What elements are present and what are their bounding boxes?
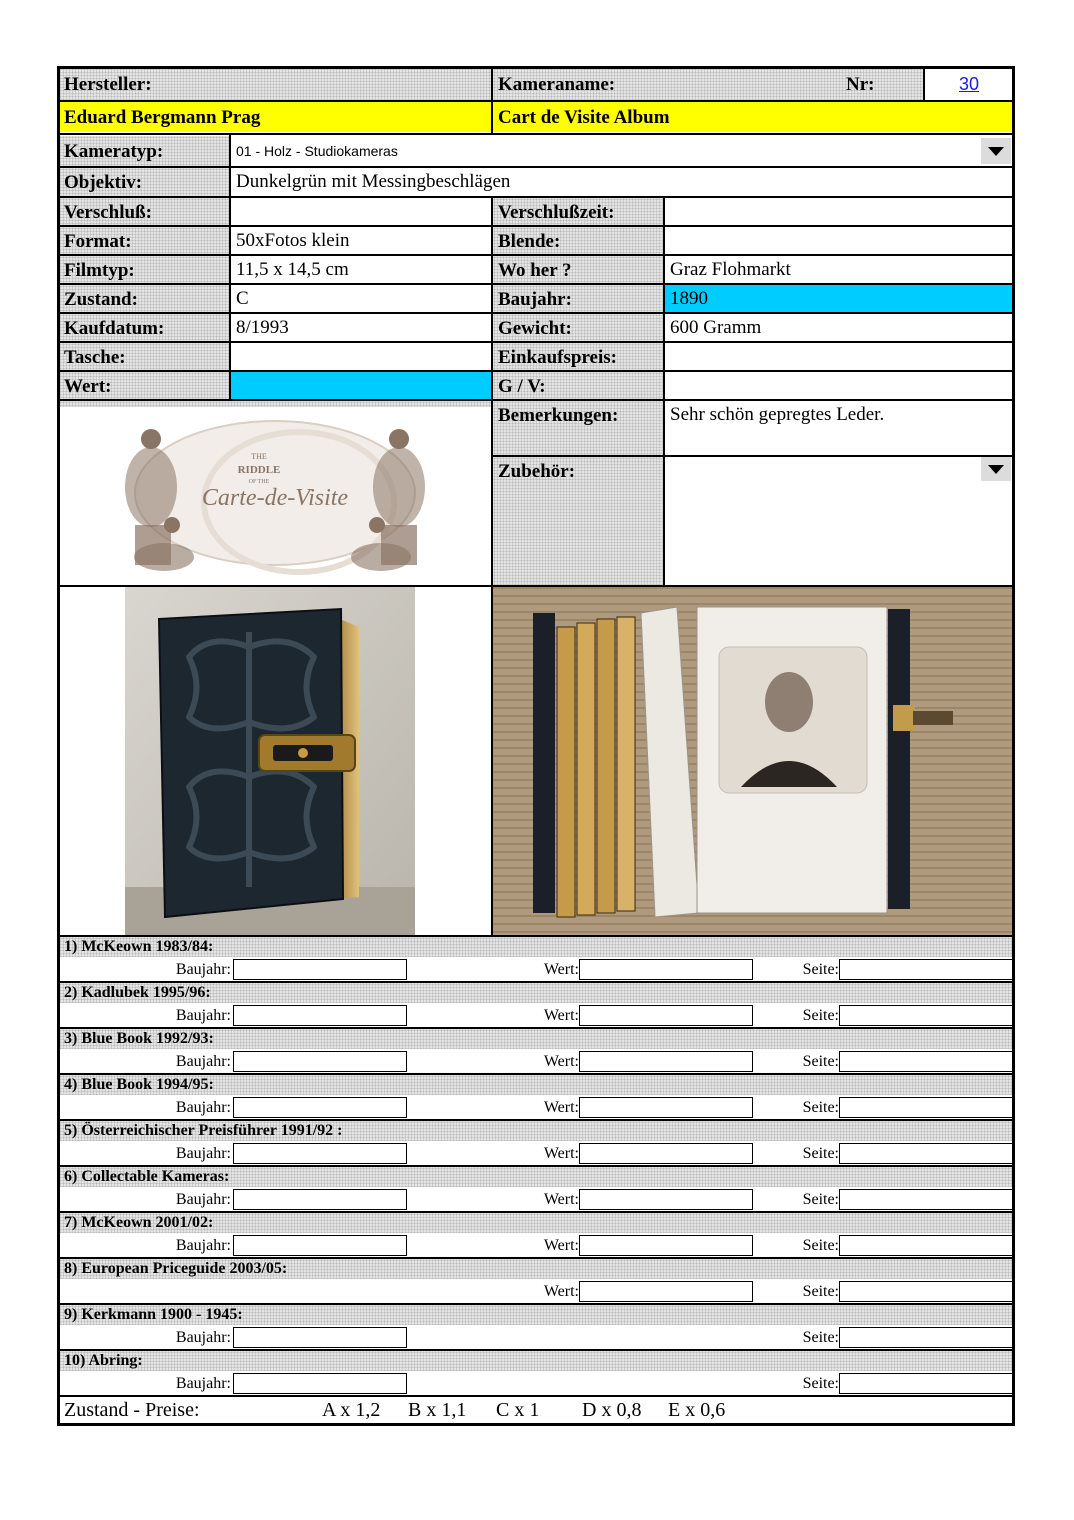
seite-input[interactable]	[839, 1327, 1013, 1348]
reference-title: 1) McKeown 1983/84:	[59, 937, 1013, 957]
baujahr-label: Baujahr:	[175, 960, 231, 978]
seite-label: Seite:	[802, 960, 839, 978]
hersteller-label: Hersteller:	[59, 68, 491, 100]
zustand-value: C	[236, 288, 249, 309]
baujahr-input[interactable]	[233, 959, 407, 980]
bemerkungen-label-cell	[493, 401, 665, 455]
filmtyp-label: Filmtyp:	[59, 256, 231, 284]
wert-label: Wert:	[543, 1144, 579, 1162]
grid-line	[57, 1303, 1015, 1305]
seite-label: Seite:	[802, 1006, 839, 1024]
wert-input[interactable]	[579, 1005, 753, 1026]
wert-value	[231, 372, 491, 400]
wert-input[interactable]	[579, 1235, 753, 1256]
border-bottom	[57, 1423, 1015, 1426]
logo-line1: THE	[251, 452, 267, 461]
zubehoer-label-cell	[493, 457, 665, 585]
album-closed-photo	[59, 587, 491, 935]
reference-row	[59, 983, 1013, 1027]
tasche-label: Tasche:	[59, 343, 231, 371]
reference-subrow	[59, 1280, 1013, 1303]
grid-line	[57, 133, 1015, 135]
reference-title: 9) Kerkmann 1900 - 1945:	[59, 1305, 1013, 1325]
baujahr-label: Baujahr:	[175, 1006, 231, 1024]
reference-title: 2) Kadlubek 1995/96:	[59, 983, 1013, 1003]
reference-title: 7) McKeown 2001/02:	[59, 1213, 1013, 1233]
reference-row	[59, 1167, 1013, 1211]
blende-value	[665, 227, 1013, 255]
baujahr-input[interactable]	[233, 1327, 407, 1348]
seite-input[interactable]	[839, 1097, 1013, 1118]
carte-de-visite-logo	[59, 407, 491, 585]
grid-line	[57, 585, 1015, 587]
album-open-photo	[493, 587, 1013, 935]
baujahr-label: Baujahr:	[175, 1374, 231, 1392]
reference-subrow	[59, 1188, 1013, 1211]
reference-row	[59, 1259, 1013, 1303]
wert-label: Wert:	[543, 1236, 579, 1254]
baujahr-input[interactable]	[233, 1189, 407, 1210]
grid-line	[57, 225, 1015, 227]
grid-line	[491, 455, 1015, 457]
zubehoer-label: Zubehör:	[498, 460, 576, 482]
nr-label: Nr:	[846, 73, 875, 95]
seite-input[interactable]	[839, 1005, 1013, 1026]
reference-title: 10) Abring:	[59, 1351, 1013, 1371]
gv-value	[665, 372, 1013, 400]
zustand-label: Zustand:	[59, 285, 231, 313]
seite-label: Seite:	[802, 1144, 839, 1162]
wert-input[interactable]	[579, 1281, 753, 1302]
seite-label: Seite:	[802, 1052, 839, 1070]
seite-input[interactable]	[839, 1281, 1013, 1302]
reference-title: 6) Collectable Kameras:	[59, 1167, 1013, 1187]
seite-label: Seite:	[802, 1236, 839, 1254]
grid-line	[57, 312, 1015, 314]
footer-price-c: C x 1	[496, 1398, 540, 1421]
objektiv-value: Dunkelgrün mit Messingbeschlägen	[236, 171, 511, 192]
kameratyp-select[interactable]: 01 - Holz - Studiokameras	[236, 143, 398, 159]
reference-title: 3) Blue Book 1992/93:	[59, 1029, 1013, 1049]
baujahr-input[interactable]	[233, 1373, 407, 1394]
gv-label: G / V:	[493, 372, 665, 400]
woher-value: Graz Flohmarkt	[670, 259, 791, 280]
woher-label: Wo her ?	[493, 256, 665, 284]
reference-row	[59, 1029, 1013, 1073]
zubehoer-dropdown-button[interactable]	[981, 457, 1011, 481]
tasche-value	[231, 343, 491, 371]
reference-subrow	[59, 1050, 1013, 1073]
grid-line	[229, 133, 231, 400]
bemerkungen-value-cell	[665, 401, 1013, 455]
reference-subrow	[59, 1234, 1013, 1257]
grid-line	[57, 1165, 1015, 1167]
grid-line	[57, 166, 1015, 168]
footer-price-a: A x 1,2	[322, 1398, 381, 1421]
grid-line	[57, 399, 1015, 401]
reference-subrow	[59, 1096, 1013, 1119]
objektiv-label: Objektiv:	[59, 168, 231, 196]
baujahr-input[interactable]	[233, 1097, 407, 1118]
blende-label: Blende:	[493, 227, 665, 255]
footer-label: Zustand - Preise:	[64, 1398, 200, 1421]
verschlusszeit-label: Verschlußzeit:	[493, 198, 665, 226]
zubehoer-select[interactable]	[665, 457, 1013, 585]
grid-line	[923, 66, 925, 100]
reference-row	[59, 1305, 1013, 1349]
reference-title: 8) European Priceguide 2003/05:	[59, 1259, 1013, 1279]
logo-graphic	[59, 407, 491, 585]
baujahr-label: Baujahr:	[175, 1236, 231, 1254]
baujahr-input[interactable]	[233, 1235, 407, 1256]
grid-line	[57, 283, 1015, 285]
wert-input[interactable]	[579, 1189, 753, 1210]
reference-row	[59, 1213, 1013, 1257]
seite-input[interactable]	[839, 1235, 1013, 1256]
grid-line	[57, 1395, 1015, 1397]
reference-row	[59, 1351, 1013, 1395]
verschluss-label: Verschluß:	[59, 198, 231, 226]
seite-input[interactable]	[839, 1189, 1013, 1210]
wert-label: Wert:	[543, 1282, 579, 1300]
grid-line	[57, 254, 1015, 256]
baujahr-input[interactable]	[233, 1005, 407, 1026]
einkaufspreis-label: Einkaufspreis:	[493, 343, 665, 371]
verschlusszeit-value	[665, 198, 1013, 226]
wert-label: Wert:	[543, 1190, 579, 1208]
chevron-down-icon	[988, 147, 1004, 156]
reference-row	[59, 1075, 1013, 1119]
seite-input[interactable]	[839, 1373, 1013, 1394]
reference-title: 4) Blue Book 1994/95:	[59, 1075, 1013, 1095]
wert-input[interactable]	[579, 1097, 753, 1118]
wert-input[interactable]	[579, 959, 753, 980]
grid-line	[57, 100, 1015, 102]
footer-price-b: B x 1,1	[408, 1398, 467, 1421]
reference-subrow	[59, 1004, 1013, 1027]
logo-line2: RIDDLE	[237, 464, 281, 476]
reference-subrow	[59, 1326, 1013, 1349]
baujahr-input[interactable]	[233, 1143, 407, 1164]
verschluss-value	[231, 198, 491, 226]
reference-subrow	[59, 958, 1013, 981]
wert-label: Wert:	[543, 1098, 579, 1116]
logo-line4: Carte-de-Visite	[201, 485, 349, 511]
photo-left-frame	[59, 587, 491, 935]
baujahr-label: Baujahr:	[175, 1144, 231, 1162]
kameratyp-label: Kameratyp:	[59, 136, 231, 166]
chevron-down-icon	[988, 465, 1004, 474]
nr-cell	[925, 68, 1013, 100]
wert-input[interactable]	[579, 1051, 753, 1072]
grid-line	[491, 66, 493, 133]
reference-row	[59, 1121, 1013, 1165]
grid-line	[57, 1027, 1015, 1029]
wert-label: Wert:	[59, 372, 231, 400]
grid-line	[57, 341, 1015, 343]
seite-label: Seite:	[802, 1282, 839, 1300]
grid-line	[57, 935, 1015, 937]
kameraname-value: Cart de Visite Album	[493, 102, 1013, 132]
grid-line	[57, 370, 1015, 372]
gewicht-label: Gewicht:	[493, 314, 665, 342]
hersteller-value: Eduard Bergmann Prag	[59, 102, 491, 132]
border-top	[57, 66, 1015, 69]
format-label: Format:	[59, 227, 231, 255]
grid-line	[57, 1119, 1015, 1121]
photo-right-frame	[493, 587, 1013, 935]
baujahr-value: 1890	[665, 285, 1013, 313]
einkaufspreis-value	[665, 343, 1013, 371]
footer-price-d: D x 0,8	[582, 1398, 642, 1421]
seite-label: Seite:	[802, 1098, 839, 1116]
seite-input[interactable]	[839, 959, 1013, 980]
grid-line	[57, 1257, 1015, 1259]
reference-subrow	[59, 1372, 1013, 1395]
grid-line	[57, 1349, 1015, 1351]
baujahr-label: Baujahr:	[175, 1052, 231, 1070]
grid-line	[57, 196, 1015, 198]
kaufdatum-value: 8/1993	[236, 317, 289, 338]
wert-label: Wert:	[543, 1006, 579, 1024]
filmtyp-value: 11,5 x 14,5 cm	[236, 259, 349, 280]
grid-line	[663, 196, 665, 585]
bemerkungen-value: Sehr schön gepregtes Leder.	[670, 404, 885, 425]
footer-price-e: E x 0,6	[668, 1398, 726, 1421]
wert-label: Wert:	[543, 960, 579, 978]
seite-label: Seite:	[802, 1374, 839, 1392]
baujahr-input[interactable]	[233, 1051, 407, 1072]
grid-line	[57, 981, 1015, 983]
border-right	[1012, 66, 1015, 1426]
kameratyp-dropdown-button[interactable]	[981, 138, 1011, 164]
format-value: 50xFotos klein	[236, 230, 350, 251]
seite-label: Seite:	[802, 1190, 839, 1208]
seite-input[interactable]	[839, 1051, 1013, 1072]
reference-title: 5) Österreichischer Preisführer 1991/92 :	[59, 1121, 1013, 1141]
gewicht-value: 600 Gramm	[670, 317, 762, 338]
footer-row	[59, 1396, 1013, 1424]
baujahr-label: Baujahr:	[175, 1098, 231, 1116]
logo-line3: OF THE	[248, 479, 270, 485]
wert-input[interactable]	[579, 1143, 753, 1164]
reference-row	[59, 937, 1013, 981]
seite-input[interactable]	[839, 1143, 1013, 1164]
border-left	[57, 66, 60, 1426]
kaufdatum-label: Kaufdatum:	[59, 314, 231, 342]
reference-subrow	[59, 1142, 1013, 1165]
wert-label: Wert:	[543, 1052, 579, 1070]
grid-line	[57, 1211, 1015, 1213]
baujahr-label: Baujahr:	[175, 1190, 231, 1208]
grid-line	[491, 196, 493, 935]
baujahr-label: Baujahr:	[175, 1328, 231, 1346]
grid-line	[57, 1073, 1015, 1075]
baujahr-label: Baujahr:	[493, 285, 665, 313]
nr-link[interactable]: 30	[958, 73, 980, 94]
kameraname-label: Kameraname:	[493, 68, 923, 100]
bemerkungen-label: Bemerkungen:	[498, 404, 619, 426]
seite-label: Seite:	[802, 1328, 839, 1346]
